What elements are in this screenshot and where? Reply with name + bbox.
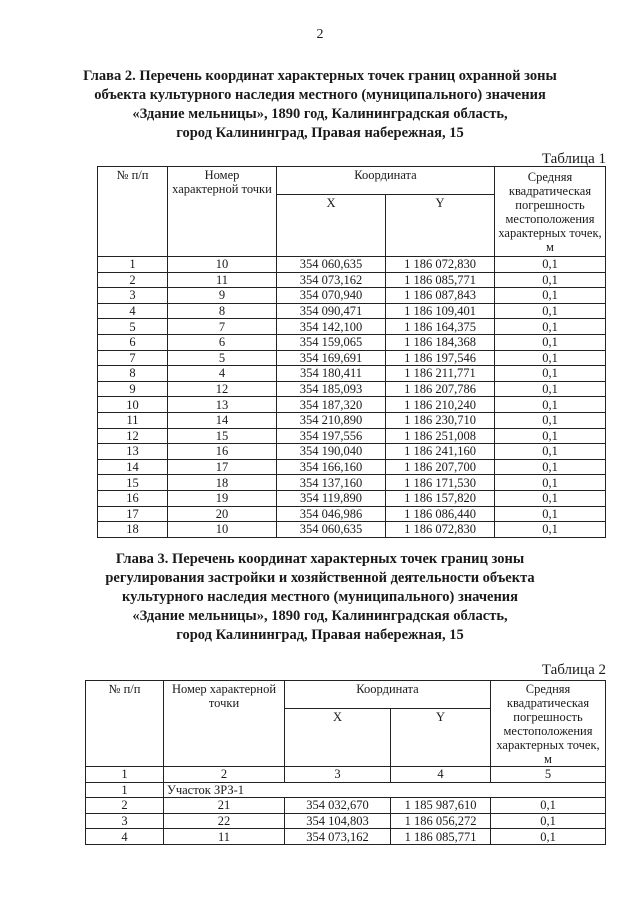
- cell-error: 0,1: [495, 412, 606, 428]
- section-row-label: Участок ЗРЗ-1: [164, 782, 606, 798]
- cell-num: 3: [98, 288, 168, 304]
- section-row-num: 1: [86, 782, 164, 798]
- cell-num: 5: [98, 319, 168, 335]
- table-1-caption: Таблица 1: [541, 151, 606, 167]
- cell-error: 0,1: [495, 381, 606, 397]
- column-number: 3: [285, 767, 391, 783]
- column-number-row: [86, 767, 606, 783]
- header-coordinate: Координата: [285, 681, 491, 709]
- cell-point: 22: [164, 813, 285, 829]
- cell-y: 1 186 211,771: [386, 366, 495, 382]
- cell-num: 6: [98, 334, 168, 350]
- cell-error: 0,1: [495, 303, 606, 319]
- table-row: [98, 334, 606, 350]
- cell-num: 1: [98, 257, 168, 273]
- cell-num: 2: [98, 272, 168, 288]
- heading-line: Глава 2. Перечень координат характерных точек границ охранной зоны: [83, 68, 557, 84]
- cell-num: 15: [98, 475, 168, 491]
- cell-x: 354 046,986: [277, 506, 386, 522]
- cell-y: 1 186 184,368: [386, 334, 495, 350]
- cell-point: 13: [168, 397, 277, 413]
- cell-x: 354 197,556: [277, 428, 386, 444]
- cell-y: 1 186 251,008: [386, 428, 495, 444]
- cell-point: 17: [168, 459, 277, 475]
- cell-point: 11: [168, 272, 277, 288]
- table-row: [86, 829, 606, 845]
- header-point: Номер характерной точки: [168, 167, 277, 257]
- cell-x: 354 070,940: [277, 288, 386, 304]
- cell-y: 1 186 197,546: [386, 350, 495, 366]
- table-row: [98, 522, 606, 538]
- cell-num: 2: [86, 798, 164, 814]
- cell-y: 1 186 072,830: [386, 522, 495, 538]
- cell-error: 0,1: [495, 506, 606, 522]
- table-row: [98, 319, 606, 335]
- column-number: 5: [491, 767, 606, 783]
- cell-x: 354 032,670: [285, 798, 391, 814]
- table-row: [86, 798, 606, 814]
- cell-x: 354 166,160: [277, 459, 386, 475]
- cell-x: 354 159,065: [277, 334, 386, 350]
- cell-num: 8: [98, 366, 168, 382]
- header-point: Номер характерной точки: [164, 681, 285, 767]
- cell-error: 0,1: [495, 428, 606, 444]
- header-num: № п/п: [86, 681, 164, 767]
- cell-num: 10: [98, 397, 168, 413]
- cell-point: 10: [168, 257, 277, 273]
- cell-x: 354 210,890: [277, 412, 386, 428]
- cell-error: 0,1: [495, 475, 606, 491]
- heading-line: город Калининград, Правая набережная, 15: [176, 627, 464, 643]
- table-row: [98, 475, 606, 491]
- table-row: [86, 813, 606, 829]
- cell-y: 1 186 087,843: [386, 288, 495, 304]
- cell-point: 8: [168, 303, 277, 319]
- cell-y: 1 186 085,771: [391, 829, 491, 845]
- header-coordinate: Координата: [277, 167, 495, 195]
- header-y: Y: [391, 709, 491, 767]
- table-row: [98, 272, 606, 288]
- cell-x: 354 169,691: [277, 350, 386, 366]
- header-num: № п/п: [98, 167, 168, 257]
- cell-x: 354 119,890: [277, 490, 386, 506]
- cell-x: 354 187,320: [277, 397, 386, 413]
- cell-num: 7: [98, 350, 168, 366]
- cell-x: 354 190,040: [277, 444, 386, 460]
- cell-error: 0,1: [495, 459, 606, 475]
- table-row: [98, 428, 606, 444]
- cell-point: 16: [168, 444, 277, 460]
- cell-y: 1 186 109,401: [386, 303, 495, 319]
- cell-num: 11: [98, 412, 168, 428]
- heading-line: «Здание мельницы», 1890 год, Калининградская область,: [132, 106, 508, 122]
- cell-num: 16: [98, 490, 168, 506]
- coordinates-table-1: [97, 166, 606, 538]
- cell-x: 354 060,635: [277, 522, 386, 538]
- cell-point: 11: [164, 829, 285, 845]
- cell-x: 354 073,162: [277, 272, 386, 288]
- section-row: [86, 782, 606, 798]
- table-row: [98, 444, 606, 460]
- cell-point: 21: [164, 798, 285, 814]
- column-number: 1: [86, 767, 164, 783]
- cell-point: 20: [168, 506, 277, 522]
- cell-y: 1 186 157,820: [386, 490, 495, 506]
- header-x: X: [285, 709, 391, 767]
- chapter-3-heading: [0, 550, 640, 645]
- cell-point: 5: [168, 350, 277, 366]
- cell-num: 13: [98, 444, 168, 460]
- chapter-2-heading: [0, 67, 640, 143]
- cell-x: 354 142,100: [277, 319, 386, 335]
- cell-num: 4: [98, 303, 168, 319]
- cell-num: 14: [98, 459, 168, 475]
- cell-error: 0,1: [491, 813, 606, 829]
- cell-point: 19: [168, 490, 277, 506]
- heading-line: «Здание мельницы», 1890 год, Калининградская область,: [132, 608, 508, 624]
- cell-error: 0,1: [495, 334, 606, 350]
- cell-y: 1 186 085,771: [386, 272, 495, 288]
- header-error: Средняя квадратическая погрешность местоположения характерных точек, м: [495, 167, 606, 257]
- cell-point: 14: [168, 412, 277, 428]
- cell-error: 0,1: [495, 444, 606, 460]
- table-row: [98, 257, 606, 273]
- cell-x: 354 060,635: [277, 257, 386, 273]
- table-row: [98, 381, 606, 397]
- header-x: X: [277, 195, 386, 257]
- cell-error: 0,1: [495, 288, 606, 304]
- cell-point: 6: [168, 334, 277, 350]
- table-row: [98, 412, 606, 428]
- header-error: Средняя квадратическая погрешность местоположения характерных точек, м: [491, 681, 606, 767]
- cell-x: 354 090,471: [277, 303, 386, 319]
- cell-error: 0,1: [495, 366, 606, 382]
- column-number: 2: [164, 767, 285, 783]
- header-y: Y: [386, 195, 495, 257]
- table-row: [98, 288, 606, 304]
- cell-error: 0,1: [491, 798, 606, 814]
- cell-y: 1 186 072,830: [386, 257, 495, 273]
- cell-y: 1 185 987,610: [391, 798, 491, 814]
- table-2-caption: Таблица 2: [541, 662, 606, 678]
- cell-y: 1 186 230,710: [386, 412, 495, 428]
- cell-num: 18: [98, 522, 168, 538]
- cell-num: 3: [86, 813, 164, 829]
- cell-num: 9: [98, 381, 168, 397]
- cell-y: 1 186 210,240: [386, 397, 495, 413]
- cell-point: 9: [168, 288, 277, 304]
- cell-point: 7: [168, 319, 277, 335]
- cell-y: 1 186 207,786: [386, 381, 495, 397]
- cell-num: 17: [98, 506, 168, 522]
- table-row: [98, 490, 606, 506]
- cell-y: 1 186 207,700: [386, 459, 495, 475]
- cell-y: 1 186 056,272: [391, 813, 491, 829]
- heading-line: культурного наследия местного (муниципального) значения: [121, 589, 519, 605]
- cell-point: 15: [168, 428, 277, 444]
- cell-num: 4: [86, 829, 164, 845]
- cell-y: 1 186 241,160: [386, 444, 495, 460]
- cell-x: 354 185,093: [277, 381, 386, 397]
- cell-error: 0,1: [491, 829, 606, 845]
- cell-y: 1 186 171,530: [386, 475, 495, 491]
- cell-x: 354 137,160: [277, 475, 386, 491]
- cell-x: 354 180,411: [277, 366, 386, 382]
- heading-line: город Калининград, Правая набережная, 15: [176, 125, 464, 141]
- cell-point: 10: [168, 522, 277, 538]
- cell-y: 1 186 164,375: [386, 319, 495, 335]
- cell-error: 0,1: [495, 319, 606, 335]
- cell-error: 0,1: [495, 350, 606, 366]
- table-row: [98, 366, 606, 382]
- cell-error: 0,1: [495, 522, 606, 538]
- cell-point: 18: [168, 475, 277, 491]
- cell-point: 12: [168, 381, 277, 397]
- heading-line: Глава 3. Перечень координат характерных точек границ зоны: [115, 551, 525, 567]
- cell-error: 0,1: [495, 257, 606, 273]
- cell-y: 1 186 086,440: [386, 506, 495, 522]
- table-row: [98, 506, 606, 522]
- cell-error: 0,1: [495, 272, 606, 288]
- cell-x: 354 104,803: [285, 813, 391, 829]
- cell-x: 354 073,162: [285, 829, 391, 845]
- table-row: [98, 397, 606, 413]
- table-row: [98, 459, 606, 475]
- coordinates-table-2: [85, 680, 606, 845]
- page-number: 2: [316, 27, 324, 42]
- cell-point: 4: [168, 366, 277, 382]
- heading-line: объекта культурного наследия местного (муниципального) значения: [94, 87, 546, 103]
- cell-error: 0,1: [495, 490, 606, 506]
- cell-num: 12: [98, 428, 168, 444]
- heading-line: регулирования застройки и хозяйственной деятельности объекта: [105, 570, 535, 586]
- table-row: [98, 350, 606, 366]
- column-number: 4: [391, 767, 491, 783]
- table-row: [98, 303, 606, 319]
- cell-error: 0,1: [495, 397, 606, 413]
